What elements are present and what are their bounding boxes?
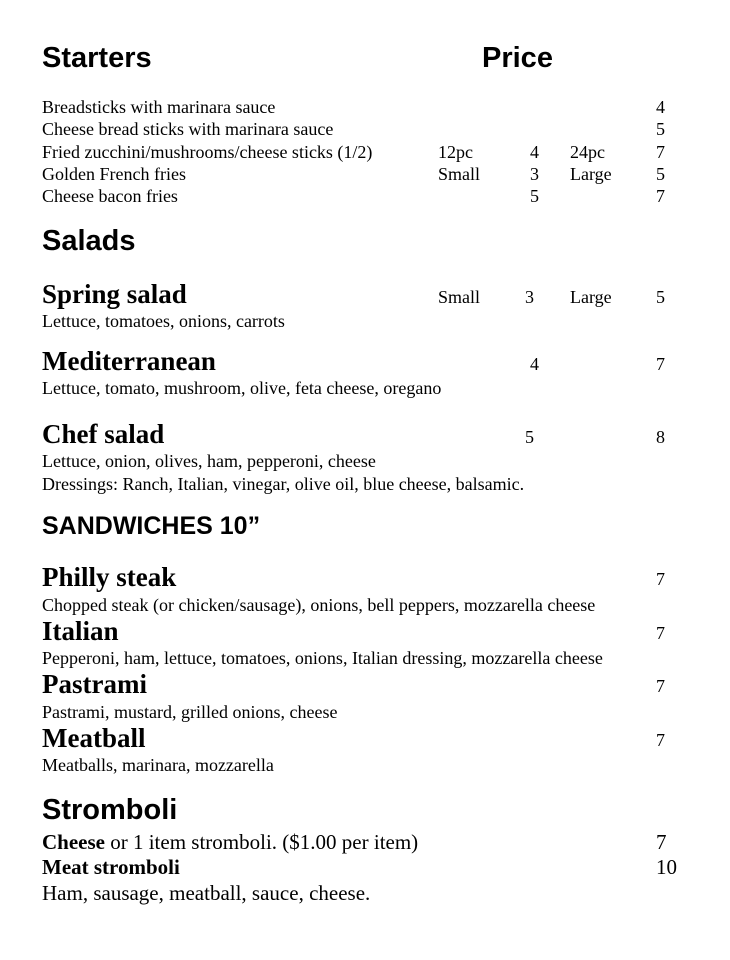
sandwich-description: Pastrami, mustard, grilled onions, cheese bbox=[42, 702, 338, 722]
sandwich-price: 7 bbox=[656, 676, 665, 696]
sandwich-price: 7 bbox=[656, 730, 665, 750]
dressings-line: Dressings: Ranch, Italian, vinegar, olive oil, blue cheese, balsamic. bbox=[42, 474, 525, 494]
starter-size-label: 12pc bbox=[438, 142, 473, 162]
starter-size-label: 24pc bbox=[570, 142, 605, 162]
salad-small-price: 3 bbox=[525, 287, 534, 307]
starter-item-name: Cheese bread sticks with marinara sauce bbox=[42, 119, 334, 139]
starter-item-name: Fried zucchini/mushrooms/cheese sticks (1/2) bbox=[42, 142, 373, 162]
sandwiches-heading: SANDWICHES 10” bbox=[42, 512, 261, 540]
salad-description: Lettuce, tomato, mushroom, olive, feta cheese, oregano bbox=[42, 378, 442, 398]
sandwich-name: Philly steak bbox=[42, 562, 177, 592]
salad-name: Chef salad bbox=[42, 419, 165, 449]
starter-size-label: Small bbox=[438, 164, 481, 184]
salad-description: Lettuce, onion, olives, ham, pepperoni, cheese bbox=[42, 451, 376, 471]
stromboli-cheese-price: 7 bbox=[656, 830, 667, 854]
stromboli-cheese-text: or 1 item stromboli. ($1.00 per item) bbox=[104, 830, 419, 854]
sandwich-name: Meatball bbox=[42, 723, 146, 753]
salad-size-label: Small bbox=[438, 287, 481, 307]
stromboli-meat-description: Ham, sausage, meatball, sauce, cheese. bbox=[42, 881, 371, 905]
sandwich-description: Pepperoni, ham, lettuce, tomatoes, onions, Italian dressing, mozzarella cheese bbox=[42, 648, 603, 668]
starter-item-name: Cheese bacon fries bbox=[42, 186, 178, 206]
starter-item-price: 4 bbox=[656, 97, 665, 117]
salad-name: Mediterranean bbox=[42, 346, 216, 376]
starters-heading: Starters bbox=[42, 42, 152, 74]
stromboli-cheese-line bbox=[42, 830, 418, 855]
starter-small-price: 4 bbox=[530, 142, 539, 162]
stromboli-heading: Stromboli bbox=[42, 794, 178, 826]
salad-name: Spring salad bbox=[42, 279, 187, 309]
starter-size-label: Large bbox=[570, 164, 612, 184]
starter-small-price: 5 bbox=[530, 186, 539, 206]
salad-description: Lettuce, tomatoes, onions, carrots bbox=[42, 311, 285, 331]
starter-large-price: 5 bbox=[656, 164, 665, 184]
salad-large-price: 7 bbox=[656, 354, 665, 374]
sandwich-price: 7 bbox=[656, 623, 665, 643]
salad-size-label: Large bbox=[570, 287, 612, 307]
starter-large-price: 7 bbox=[656, 142, 665, 162]
sandwich-price: 7 bbox=[656, 569, 665, 589]
sandwich-description: Meatballs, marinara, mozzarella bbox=[42, 755, 274, 775]
stromboli-meat-price: 10 bbox=[656, 855, 677, 879]
starter-large-price: 7 bbox=[656, 186, 665, 206]
salad-large-price: 8 bbox=[656, 427, 665, 447]
starter-item-name: Golden French fries bbox=[42, 164, 186, 184]
salad-small-price: 4 bbox=[530, 354, 539, 374]
salads-heading: Salads bbox=[42, 225, 136, 257]
starter-small-price: 3 bbox=[530, 164, 539, 184]
price-header: Price bbox=[482, 42, 553, 74]
stromboli-cheese-label: Cheese bbox=[42, 830, 105, 854]
salad-small-price: 5 bbox=[525, 427, 534, 447]
sandwich-name: Italian bbox=[42, 616, 119, 646]
sandwich-description: Chopped steak (or chicken/sausage), onions, bell peppers, mozzarella cheese bbox=[42, 595, 596, 615]
starter-item-price: 5 bbox=[656, 119, 665, 139]
salad-large-price: 5 bbox=[656, 287, 665, 307]
stromboli-meat-label: Meat stromboli bbox=[42, 855, 180, 879]
sandwich-name: Pastrami bbox=[42, 669, 147, 699]
starter-item-name: Breadsticks with marinara sauce bbox=[42, 97, 276, 117]
